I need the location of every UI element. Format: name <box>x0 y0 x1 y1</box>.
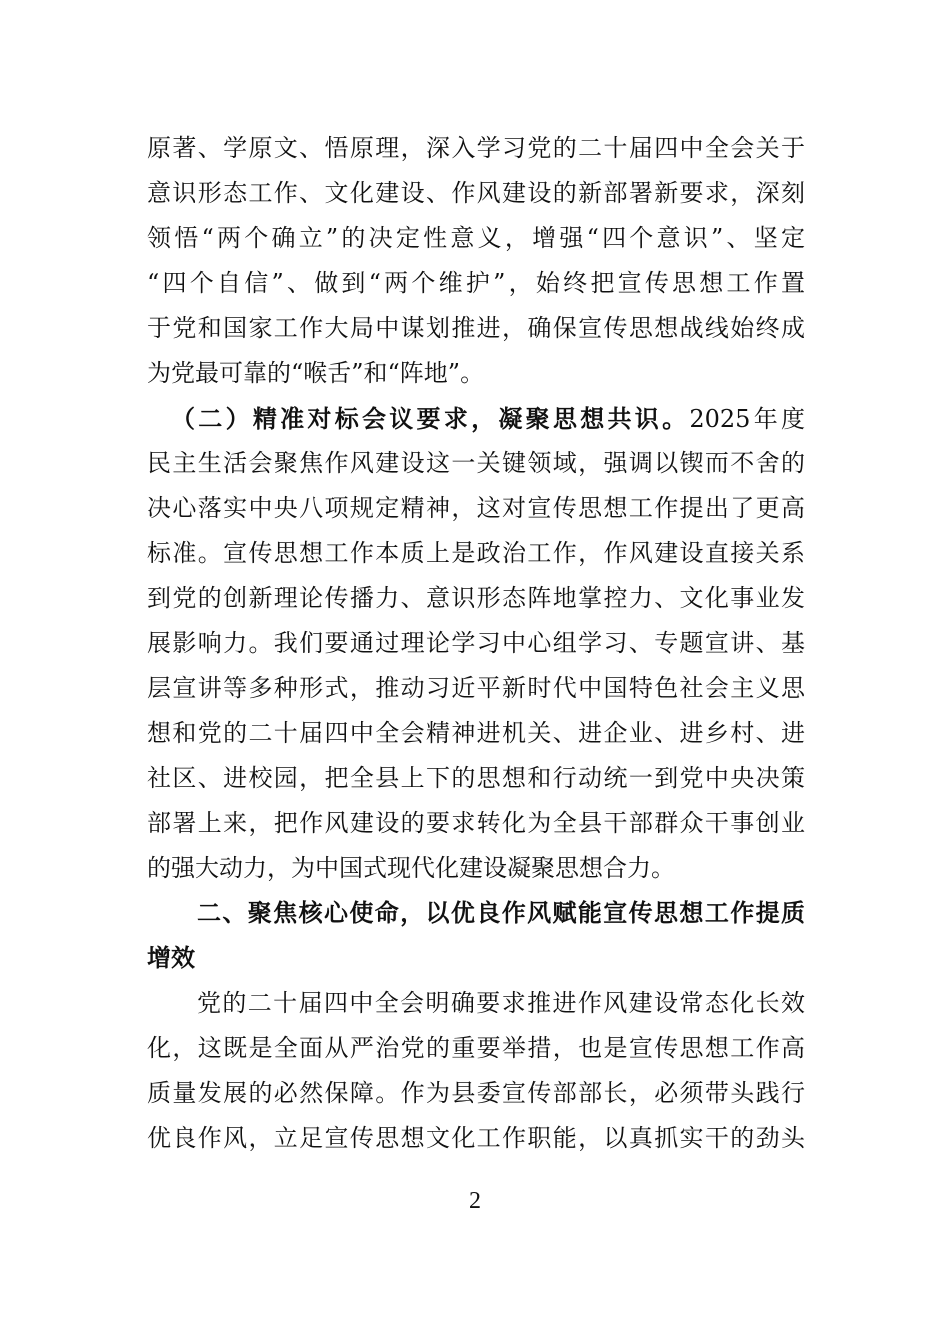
text-line: 到党的创新理论传播力、意识形态阵地掌控力、文化事业发 <box>147 584 805 612</box>
text-line: “四个自信”、做到“两个维护”，始终把宣传思想工作置 <box>147 269 805 297</box>
text-line: 领悟“两个确立”的决定性意义，增强“四个意识”、坚定 <box>147 224 805 252</box>
section-heading <box>147 891 805 981</box>
text-line: 党的二十届四中全会明确要求推进作风建设常态化长效 <box>197 989 805 1017</box>
page-number: 2 <box>469 1188 481 1214</box>
text-line: 优良作风，立足宣传思想文化工作职能，以真抓实干的劲头 <box>147 1124 805 1152</box>
text-line: 为党最可靠的“喉舌”和“阵地”。 <box>147 359 485 387</box>
heading-line: 二、聚焦核心使命，以优良作风赋能宣传思想工作提质 <box>197 899 805 927</box>
paragraph-1 <box>147 126 805 396</box>
text-line: 于党和国家工作大局中谋划推进，确保宣传思想战线始终成 <box>147 314 805 342</box>
text-line: 决心落实中央八项规定精神，这对宣传思想工作提出了更高 <box>147 494 805 522</box>
text-line: 标准。宣传思想工作本质上是政治工作，作风建设直接关系 <box>147 539 805 567</box>
subheading-lead: （二）精准对标会议要求，凝聚思想共识。 <box>171 404 690 433</box>
text-line: 的强大动力，为中国式现代化建设凝聚思想合力。 <box>147 854 675 882</box>
paragraph-3 <box>147 981 805 1161</box>
text-line: 展影响力。我们要通过理论学习中心组学习、专题宣讲、基 <box>147 629 805 657</box>
heading-line: 增效 <box>147 944 195 972</box>
text-line: 意识形态工作、文化建设、作风建设的新部署新要求，深刻 <box>147 179 805 207</box>
text-line: 社区、进校园，把全县上下的思想和行动统一到党中央决策 <box>147 764 805 792</box>
document-body <box>147 126 805 1161</box>
paragraph-2 <box>147 396 805 891</box>
text-line: 想和党的二十届四中全会精神进机关、进企业、进乡村、进 <box>147 719 805 747</box>
text-line: 民主生活会聚焦作风建设这一关键领域，强调以锲而不舍的 <box>147 449 805 477</box>
text-line: 化，这既是全面从严治党的重要举措，也是宣传思想工作高 <box>147 1034 805 1062</box>
text-line: 质量发展的必然保障。作为县委宣传部部长，必须带头践行 <box>147 1079 805 1107</box>
text-run: 2025年度 <box>689 405 806 433</box>
text-line: 原著、学原文、悟原理，深入学习党的二十届四中全会关于 <box>147 134 805 162</box>
text-line: 层宣讲等多种形式，推动习近平新时代中国特色社会主义思 <box>147 674 805 702</box>
text-line <box>147 396 805 441</box>
text-line: 部署上来，把作风建设的要求转化为全县干部群众干事创业 <box>147 809 805 837</box>
